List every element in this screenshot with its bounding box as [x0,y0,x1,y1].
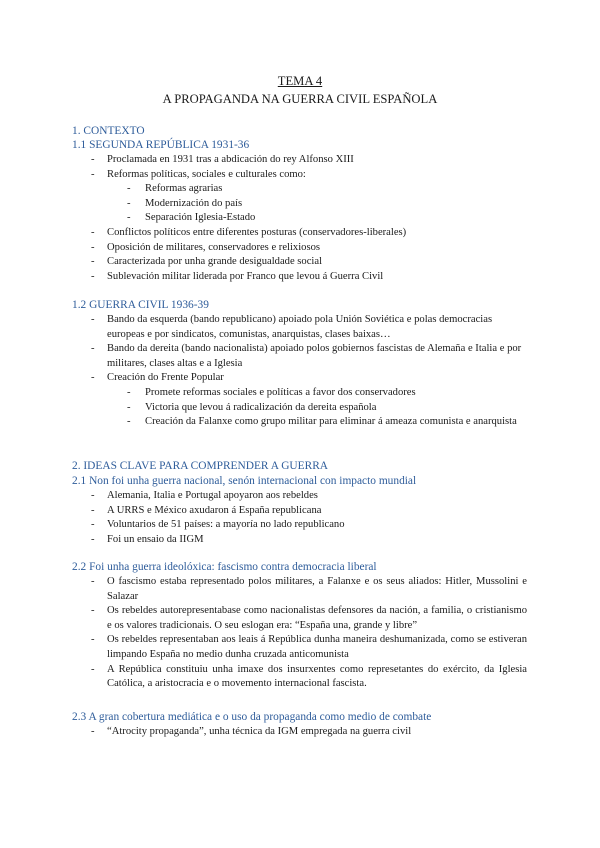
section-heading-2-2: 2.2 Foi unha guerra ideolóxica: fascismo contra democracia liberal [72,561,377,573]
sublist-frente-popular [107,386,527,430]
list-item: - Os rebeldes representaban aos leais á República dunha maneira deshumanizada, como se estiveran limpando España no medio dunha cruzada anticomunista [107,633,527,662]
list-item: - Proclamada en 1931 tras a abdicación do rey Alfonso XIII [107,153,527,168]
list-segunda-republica [107,153,527,284]
list-item: - Creación da Falanxe como grupo militar para eliminar á ameaza comunista e anarquista [145,415,527,430]
list-item-text: Creación do Frente Popular [107,372,224,384]
list-item: - Victoria que levou á radicalización da dereita española [145,401,527,416]
list-item: - “Atrocity propaganda”, unha técnica da IGM empregada na guerra civil [107,725,527,740]
list-item: - Bando da esquerda (bando republicano) apoiado pola Unión Soviética e polas democracias europeas e por sindicatos, comunistas, anarquistas, clases baixas… [107,313,527,342]
list-item: - Sublevación militar liderada por Franco que levou á Guerra Civil [107,270,527,285]
list-item: - A URRS e México axudaron á España republicana [107,504,527,519]
section-heading-1: 1. CONTEXTO [72,125,145,137]
list-item: - Promete reformas sociales e políticas a favor dos conservadores [145,386,527,401]
section-heading-2-1: 2.1 Non foi unha guerra nacional, senón internacional con impacto mundial [72,475,417,487]
list-item: - Foi un ensaio da IIGM [107,533,527,548]
list-item: - Conflictos políticos entre diferentes posturas (conservadores-liberales) [107,226,527,241]
list-guerra-civil [107,313,527,430]
list-guerra-internacional [107,489,527,547]
section-heading-1-1: 1.1 SEGUNDA REPÚBLICA 1931-36 [72,139,250,151]
list-item: - Reformas agrarias [145,182,527,197]
list-guerra-ideoloxica [107,575,527,692]
list-cobertura-mediatica [107,725,527,740]
sublist-reformas [107,182,527,226]
list-item: - A República constituiu unha imaxe dos insurxentes como represetantes do exército, da Iglesia Católica, a aristocracia e o movemento internacional fascista. [107,663,527,692]
list-item: - Bando da dereita (bando nacionalista) apoiado polos gobiernos fascistas de Alemaña e Italia e por militares, clases altas e a Iglesia [107,342,527,371]
list-item: - Voluntarios de 51 países: a mayoría no lado republicano [107,518,527,533]
section-heading-1-2: 1.2 GUERRA CIVIL 1936-39 [72,299,209,311]
document-title: TEMA 4 [277,74,323,88]
list-item: - Alemania, Italia e Portugal apoyaron aos rebeldes [107,489,527,504]
list-item-text: Reformas políticas, sociales e culturales como: [107,168,306,180]
section-heading-2-3: 2.3 A gran cobertura mediática e o uso da propaganda como medio de combate [72,711,432,723]
list-item: - Oposición de militares, conservadores e relixiosos [107,241,527,256]
list-item: - Os rebeldes autorepresentabase como nacionalistas defensores da nación, a familia, o cristianismo e os valores tradicionais. O seu eslogan era: “España una, grande y libre” [107,604,527,633]
list-item: - Modernización do país [145,197,527,212]
list-item: - O fascismo estaba representado polos militares, a Falanxe e os seus aliados: Hitler, Mussolini e Salazar [107,575,527,604]
document-subtitle: A PROPAGANDA NA GUERRA CIVIL ESPAÑOLA [162,92,438,106]
list-item [107,371,527,429]
section-heading-2: 2. IDEAS CLAVE PARA COMPRENDER A GUERRA [72,460,329,472]
list-item: - Caracterizada por unha grande desigualdade social [107,255,527,270]
list-item: - Separación Iglesia-Estado [145,211,527,226]
list-item [107,168,527,226]
